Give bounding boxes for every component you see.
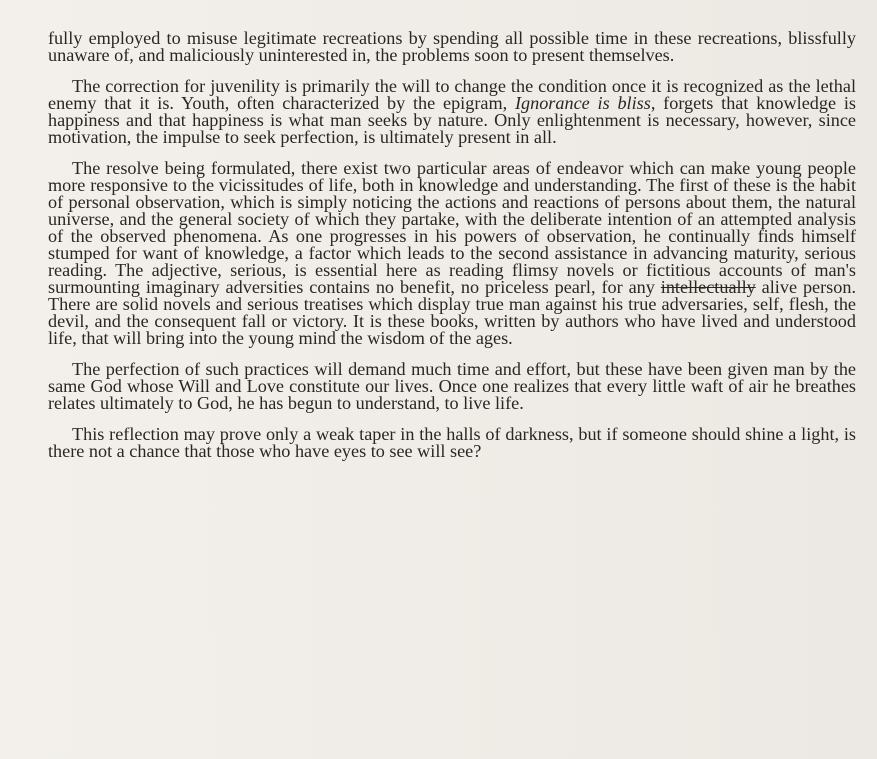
- paragraph-5-text: This reflection may prove only a weak taper in the halls of darkness, but if someone should shine a light, is there not a chance that those who have eyes to see will see?: [48, 424, 856, 461]
- paragraph-2: [48, 78, 856, 146]
- struck-word: intellectually: [660, 277, 756, 297]
- paragraph-5: [48, 426, 856, 460]
- paragraph-1: [48, 30, 856, 64]
- paragraph-3-text-a: The resolve being formulated, there exist two particular areas of endeavor which can make young people more responsive to the vicissitudes of life, both in knowledge and understanding. The first of these is the habit of personal observation, which is simply noticing the actions and reactions of persons about them, the natural universe, and the general society of which they partake, with the deliberate intention of an attempted analysis of the observed phenomena. As one progresses in his powers of observation, he continually finds himself stumped for want of knowledge, a factor which leads to the second assistance in advancing maturity, serious reading. The adjective, serious, is essential here as reading flimsy novels or fictitious accounts of man's surmounting imaginary adversities contains no benefit, no priceless pearl, for any: [48, 158, 856, 297]
- paragraph-4-text: The perfection of such practices will demand much time and effort, but these have been given man by the same God whose Will and Love constitute our lives. Once one realizes that every little waft of air he breathes relates ultimately to God, he has begun to understand, to live life.: [48, 359, 856, 413]
- paragraph-2-text-a: The correction for juvenility is primarily the will to change the condition once it is recognized as the lethal enemy that it is. Youth, often characterized by the epigram,: [48, 76, 856, 113]
- paragraph-3-text-b: alive person. There are solid novels and serious treatises which display true man against his true adversaries, self, flesh, the devil, and the consequent fall or victory. It is these books, written by authors who have lived and understood life, that will bring into the young mind the wisdom of the ages.: [48, 277, 856, 348]
- paragraph-3: [48, 160, 856, 347]
- paragraph-1-text: fully employed to misuse legitimate recreations by spending all possible time in these recreations, blissfully unaware of, and maliciously uninterested in, the problems soon to present themselves.: [48, 28, 856, 65]
- paragraph-2-text-b: , forgets that knowledge is happiness and that happiness is what man seeks by nature. Only enlightenment is necessary, however, since motivation, the impulse to seek perfection, is ultimately present in all.: [48, 93, 856, 147]
- paragraph-4: [48, 361, 856, 412]
- epigram-italic: Ignorance is bliss: [514, 93, 651, 113]
- essay-text: [48, 30, 856, 474]
